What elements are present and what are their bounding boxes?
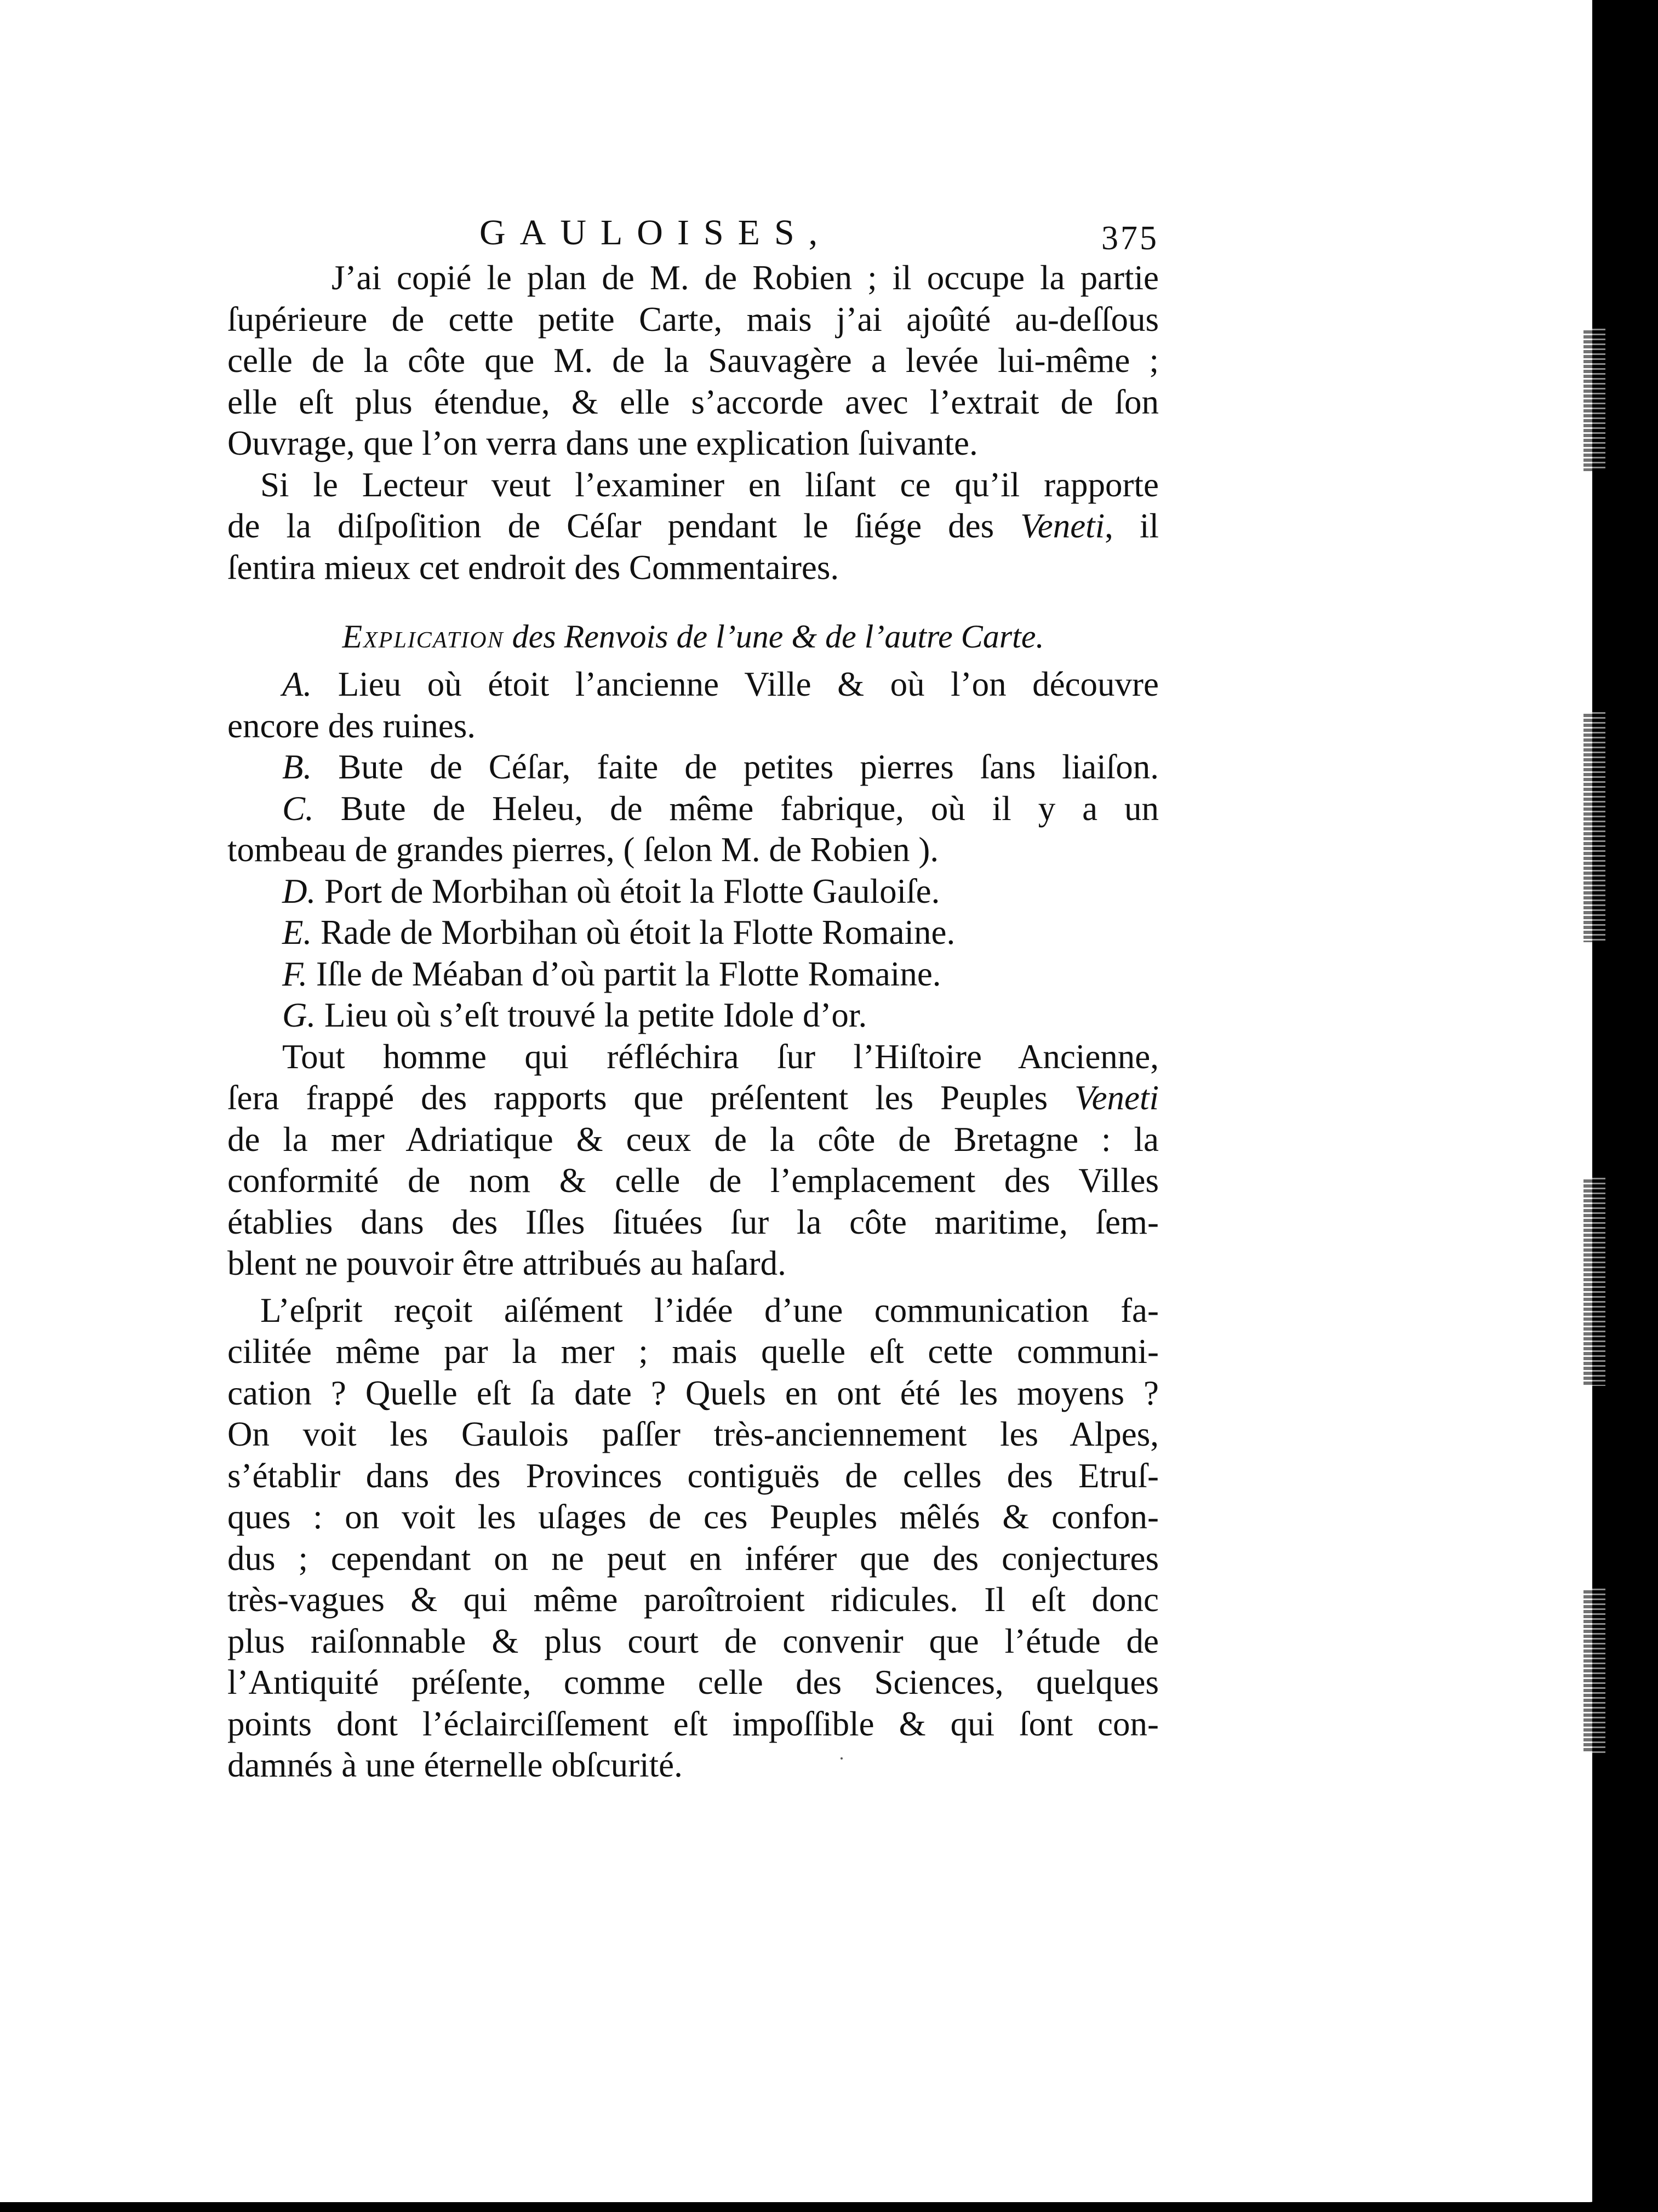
text-line: plus raiſonnable & plus court de convenir que l’étude de: [227, 1621, 1159, 1660]
text-line: elle eſt plus étendue, & elle s’accorde avec l’extrait de ſon: [227, 382, 1159, 421]
legend-item: [227, 664, 1159, 706]
legend-item: [227, 871, 1159, 913]
explication-heading: [227, 615, 1159, 658]
legend-item: [227, 747, 1159, 788]
scan-edge-speckle: [1583, 329, 1605, 471]
legend-text: Bute de Heleu, de même fabrique, où il y a un: [340, 789, 1159, 828]
text-line: de la mer Adriatique & ceux de la côte de Bretagne : la: [227, 1120, 1159, 1159]
print-speck: [841, 1757, 843, 1760]
legend-letter: F.: [282, 954, 308, 993]
text-line: [227, 506, 1159, 547]
paragraph-2: [227, 465, 1159, 589]
text-line: conformité de nom & celle de l’emplacement des Villes: [227, 1161, 1159, 1200]
text-line: L’eſprit reçoit aiſément l’idée d’une communication fa-: [260, 1291, 1159, 1330]
legend-letter: B.: [282, 748, 312, 786]
legend-text: Bute de Céſar, faite de petites pierres ſans liaiſon.: [338, 748, 1159, 786]
legend-text: Iſle de Méaban d’où partit la Flotte Romaine.: [316, 954, 941, 993]
text-line: établies dans des Iſles ſituées ſur la côte maritime, ſem-: [227, 1202, 1159, 1241]
paragraph-4: [227, 1290, 1159, 1786]
legend-text: Port de Morbihan où étoit la Flotte Gauloiſe.: [324, 872, 940, 910]
text-line: celle de la côte que M. de la Sauvagère a levée lui-même ;: [227, 341, 1159, 380]
italic-term: Veneti: [1074, 1079, 1159, 1117]
legend-text: Rade de Morbihan où étoit la Flotte Romaine.: [320, 913, 956, 952]
text-line: damnés à une éternelle obſcurité.: [227, 1746, 683, 1784]
scan-edge-speckle: [1583, 1178, 1605, 1386]
legend-item: [227, 954, 1159, 995]
legend-item: [227, 912, 1159, 954]
legend-letter: A.: [282, 665, 312, 703]
legend-list: [227, 664, 1159, 1036]
text-line: Si le Lecteur veut l’examiner en liſant ce qu’il rapporte: [260, 465, 1159, 504]
text-run: ſera frappé des rapports que préſentent les Peuples: [227, 1079, 1075, 1117]
legend-continuation: tombeau de grandes pierres, ( ſelon M. de Robien ).: [227, 830, 939, 869]
text-line: ſentira mieux cet endroit des Commentaires.: [227, 548, 839, 587]
scan-edge-speckle: [1583, 712, 1605, 942]
page-number: 375: [1101, 220, 1159, 257]
running-title: GAULOISES,: [479, 213, 832, 253]
text-line: cilitée même par la mer ; mais quelle eſt cette communi-: [227, 1332, 1159, 1371]
legend-continuation: encore des ruines.: [227, 706, 476, 745]
text-line: Ouvrage, que l’on verra dans une explication ſuivante.: [227, 424, 978, 462]
legend-letter: C.: [282, 789, 314, 828]
page-text: [227, 208, 1159, 1786]
paragraph-1: [227, 257, 1159, 465]
text-run: , il: [1105, 507, 1159, 545]
heading-lead: Explication: [342, 618, 504, 655]
legend-item: [227, 995, 1159, 1036]
text-line: très-vagues & qui même paroîtroient ridicules. Il eſt donc: [227, 1580, 1159, 1619]
text-line: dus ; cependant on ne peut en inférer que des conjectures: [227, 1539, 1159, 1578]
text-run: de la diſpoſition de Céſar pendant le ſiége des: [227, 507, 1021, 545]
legend-text: Lieu où étoit l’ancienne Ville & où l’on découvre: [338, 665, 1159, 703]
text-line: blent ne pouvoir être attribués au haſard.: [227, 1244, 786, 1282]
text-line: points dont l’éclairciſſement eſt impoſſible & qui ſont con-: [227, 1704, 1159, 1743]
paragraph-3: [227, 1036, 1159, 1285]
scan-edge-speckle: [1583, 1589, 1605, 1753]
running-head: [227, 208, 1159, 257]
text-line: ques : on voit les uſages de ces Peuples mêlés & confon-: [227, 1498, 1159, 1536]
text-line: s’établir dans des Provinces contiguës de celles des Etruſ-: [227, 1456, 1159, 1495]
text-line: cation ? Quelle eſt ſa date ? Quels en ont été les moyens ?: [227, 1373, 1159, 1412]
text-line: On voit les Gaulois paſſer très-anciennement les Alpes,: [227, 1415, 1159, 1453]
legend-item: [227, 788, 1159, 830]
legend-letter: E.: [282, 913, 312, 952]
italic-term: Veneti: [1020, 507, 1105, 545]
heading-rest: des Renvois de l’une & de l’autre Carte.: [512, 618, 1044, 655]
legend-letter: G.: [282, 996, 316, 1034]
text-line: ſupérieure de cette petite Carte, mais j’ai ajoûté au-deſſous: [227, 300, 1159, 339]
text-line: J’ai copié le plan de M. de Robien ; il occupe la partie: [331, 259, 1159, 297]
legend-text: Lieu où s’eſt trouvé la petite Idole d’or.: [324, 996, 867, 1034]
text-line: [227, 1078, 1159, 1119]
text-line: Tout homme qui réfléchira ſur l’Hiſtoire Ancienne,: [282, 1037, 1159, 1076]
legend-letter: D.: [282, 872, 316, 910]
text-line: l’Antiquité préſente, comme celle des Sciences, quelques: [227, 1663, 1159, 1701]
